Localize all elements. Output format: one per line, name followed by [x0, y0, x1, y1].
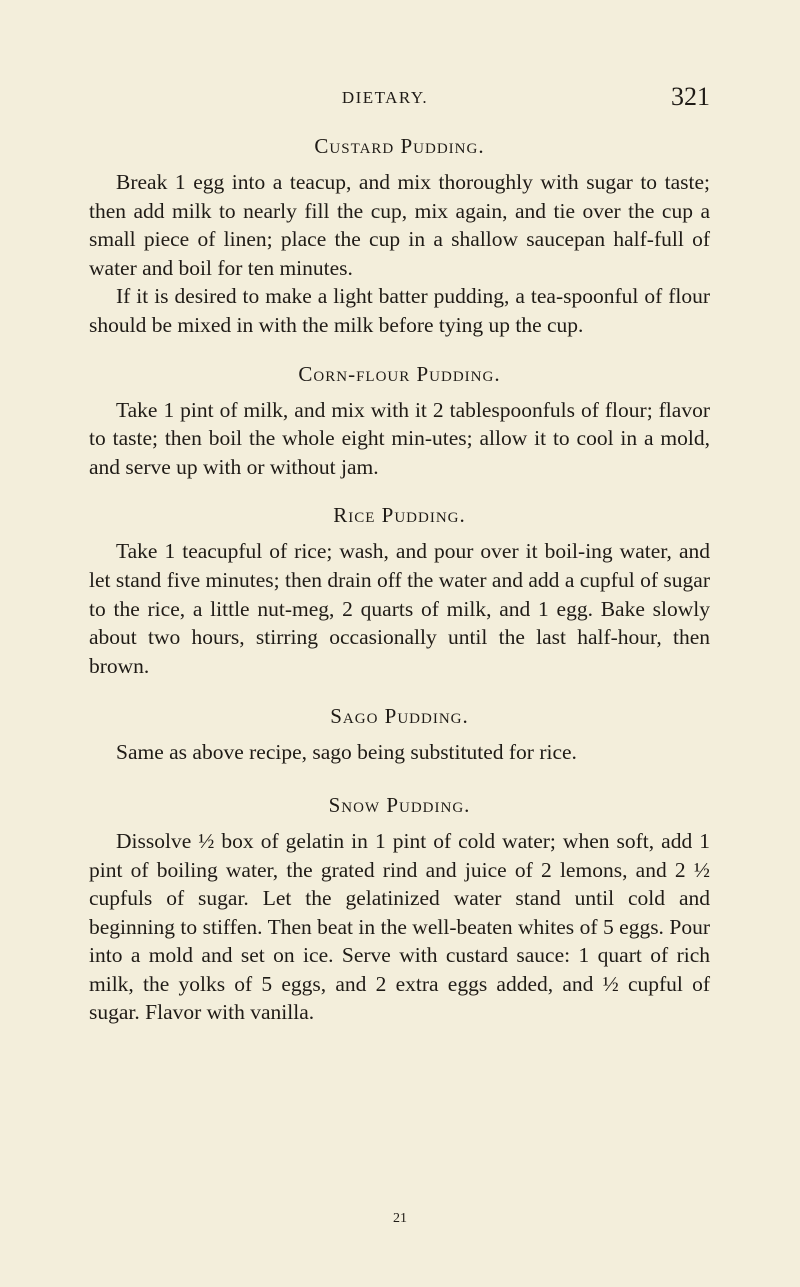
section-title-snow-pudding: Snow Pudding.: [328, 792, 471, 817]
section-title-sago-pudding: Sago Pudding.: [330, 704, 469, 729]
paragraph-corn-flour-1: Take 1 pint of milk, and mix with it 2 tablespoonfuls of flour; flavor to taste; then boil the whole eight min-utes; allow it to cool in a mold, and serve up with or without jam.: [89, 397, 710, 479]
paragraph-custard-2: If it is desired to make a light batter pudding, a tea-spoonful of flour should be mixed in with the milk before tying up the cup.: [89, 284, 710, 337]
paragraph-custard-1: Break 1 egg into a teacup, and mix thoroughly with sugar to taste; then add milk to nearly fill the cup, mix again, and tie over the cup a small piece of linen; place the cup in a shallow saucepan half-full of water and boil for ten minutes.: [89, 170, 710, 280]
running-title: DIETARY.: [341, 88, 429, 107]
section-title-corn-flour-pudding: Corn-flour Pudding.: [298, 361, 501, 386]
paragraph-rice-1: Take 1 teacupful of rice; wash, and pour over it boil-ing water, and let stand five minutes; then drain off the water and add a cupful of sugar to the rice, a little nut-meg, 2 quarts of milk, and 1 egg. Bake slowly about two hours, stirring occasionally until the last half-hour, then brown.: [89, 539, 710, 678]
page-body: [89, 132, 710, 1027]
section-title-rice-pudding: Rice Pudding.: [333, 503, 466, 528]
paragraph-snow-1: Dissolve ½ box of gelatin in 1 pint of cold water; when soft, add 1 pint of boiling water, the grated rind and juice of 2 lemons, and 2 ½ cupfuls of sugar. Let the gelatinized water stand until cold and beginning to stiffen. Then beat in the well-beaten whites of 5 eggs. Pour into a mold and set on ice. Serve with custard sauce: 1 quart of rich milk, the yolks of 5 eggs, and 2 extra eggs added, and ½ cupful of sugar. Flavor with vanilla.: [89, 828, 710, 1025]
paragraph-sago-1: Same as above recipe, sago being substituted for rice.: [116, 740, 577, 765]
running-head: [60, 82, 710, 116]
signature-mark: 21: [393, 1211, 407, 1226]
section-title-custard-pudding: Custard Pudding.: [314, 134, 485, 158]
page-number: 321: [671, 82, 710, 111]
